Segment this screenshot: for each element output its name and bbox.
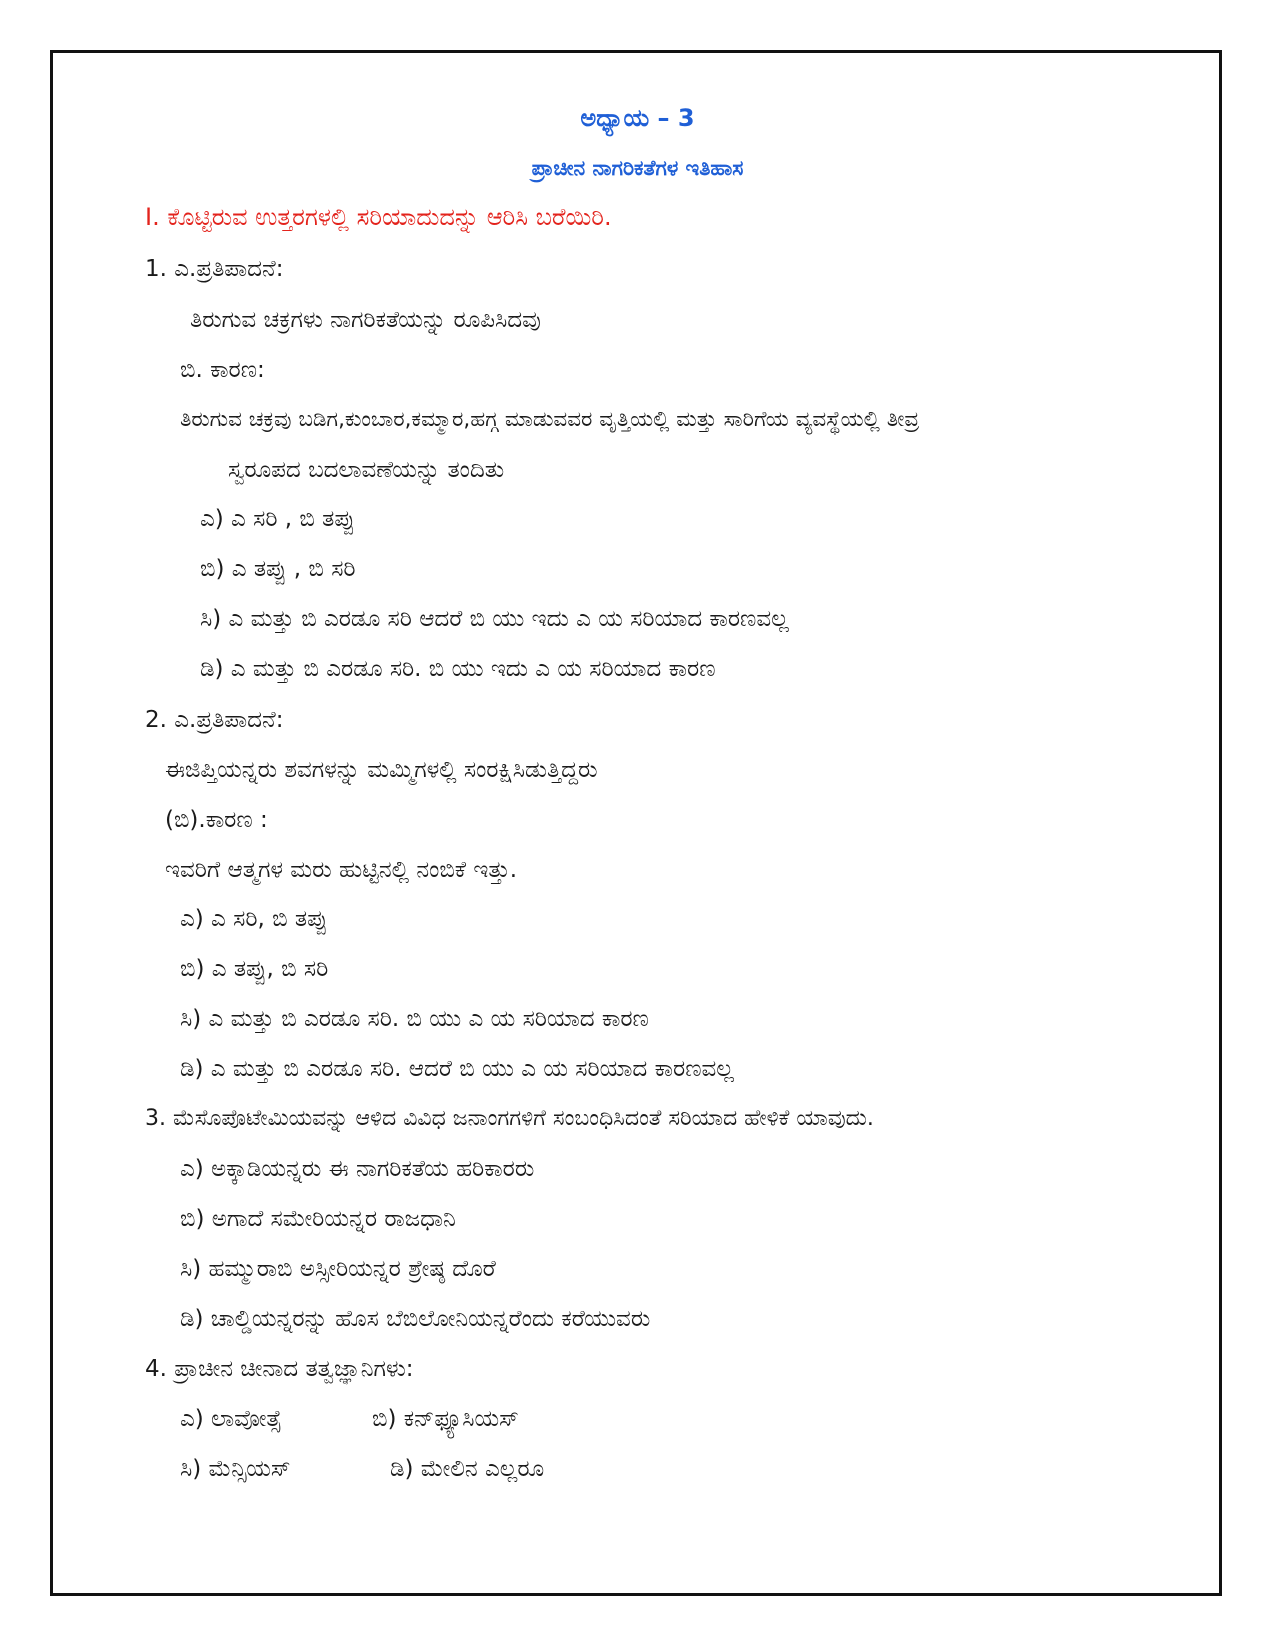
- q2-option-c: ಸಿ) ಎ ಮತ್ತು ಬಿ ಎರಡೂ ಸರಿ. ಬಿ ಯು ಎ ಯ ಸರಿಯಾದ ಕಾರಣ: [180, 1006, 649, 1032]
- q1-option-d: ಡಿ) ಎ ಮತ್ತು ಬಿ ಎರಡೂ ಸರಿ. ಬಿ ಯು ಇದು ಎ ಯ ಸರಿಯಾದ ಕಾರಣ: [200, 656, 716, 682]
- q2-reason: ಇವರಿಗೆ ಆತ್ಮಗಳ ಮರು ಹುಟ್ಟಿನಲ್ಲಿ ನಂಬಿಕೆ ಇತ್ತು.: [165, 857, 518, 883]
- instruction: I. ಕೊಟ್ಟಿರುವ ಉತ್ತರಗಳಲ್ಲಿ ಸರಿಯಾದುದನ್ನು ಆರಿಸಿ ಬರೆಯಿರಿ.: [145, 203, 612, 231]
- q2-option-b: ಬಿ) ಎ ತಪ್ಪು, ಬಿ ಸರಿ: [180, 956, 329, 982]
- q1-head: 1. ಎ.ಪ್ರತಿಪಾದನೆ:: [145, 256, 284, 282]
- q4-option-a: ಎ) ಲಾವೋತ್ಸೆ: [180, 1406, 282, 1432]
- q2-option-d: ಡಿ) ಎ ಮತ್ತು ಬಿ ಎರಡೂ ಸರಿ. ಆದರೆ ಬಿ ಯು ಎ ಯ ಸರಿಯಾದ ಕಾರಣವಲ್ಲ: [180, 1056, 734, 1082]
- q1-option-b: ಬಿ) ಎ ತಪ್ಪು , ಬಿ ಸರಿ: [200, 556, 356, 582]
- q3-option-d: ಡಿ) ಚಾಲ್ಡಿಯನ್ನರನ್ನು ಹೊಸ ಬೆಬಿಲೋನಿಯನ್ನರೆಂದು ಕರೆಯುವರು: [180, 1306, 651, 1332]
- chapter-title: ಪ್ರಾಚೀನ ನಾಗರಿಕತೆಗಳ ಇತಿಹಾಸ: [531, 156, 744, 180]
- q3-option-a: ಎ) ಅಕ್ಕಾಡಿಯನ್ನರು ಈ ನಾಗರಿಕತೆಯ ಹರಿಕಾರರು: [180, 1156, 535, 1182]
- q3-option-b: ಬಿ) ಅಗಾದೆ ಸಮೇರಿಯನ್ನರ ರಾಜಧಾನಿ: [180, 1206, 456, 1232]
- q4-option-d: ಡಿ) ಮೇಲಿನ ಎಲ್ಲರೂ: [390, 1456, 545, 1482]
- q1-option-c: ಸಿ) ಎ ಮತ್ತು ಬಿ ಎರಡೂ ಸರಿ ಆದರೆ ಬಿ ಯು ಇದು ಎ ಯ ಸರಿಯಾದ ಕಾರಣವಲ್ಲ: [200, 606, 789, 632]
- q1-option-a: ಎ) ಎ ಸರಿ , ಬಿ ತಪ್ಪು: [200, 506, 355, 532]
- q4-option-c: ಸಿ) ಮೆನ್ಸಿಯಸ್: [180, 1456, 291, 1482]
- q3-head: 3. ಮೆಸೊಪೊಟೇಮಿಯವನ್ನು ಆಳಿದ ವಿವಿಧ ಜನಾಂಗಗಳಿಗೆ ಸಂಬಂಧಿಸಿದಂತೆ ಸರಿಯಾದ ಹೇಳಿಕೆ ಯಾವುದು.: [145, 1106, 874, 1131]
- q1-reason-line2: ಸ್ವರೂಪದ ಬದಲಾವಣೆಯನ್ನು ತಂದಿತು: [228, 457, 505, 483]
- q2-head: 2. ಎ.ಪ್ರತಿಪಾದನೆ:: [145, 707, 284, 733]
- q1-assertion: ತಿರುಗುವ ಚಕ್ರಗಳು ನಾಗರಿಕತೆಯನ್ನು ರೂಪಿಸಿದವು: [190, 307, 541, 333]
- q1-reason-line1: ತಿರುಗುವ ಚಕ್ರವು ಬಡಿಗ,ಕುಂಬಾರ,ಕಮ್ಮಾರ,ಹಗ್ಗ ಮಾಡುವವರ ವೃತ್ತಿಯಲ್ಲಿ ಮತ್ತು ಸಾರಿಗೆಯ ವ್ಯವಸ್ಥೆಯಲ್ಲಿ ತೀವ್ರ: [180, 407, 920, 432]
- q4-option-b: ಬಿ) ಕನ್‌ಫ್ಯೂಸಿಯಸ್: [372, 1406, 519, 1432]
- q1-reason-label: ಬಿ. ಕಾರಣ:: [180, 357, 265, 383]
- q2-option-a: ಎ) ಎ ಸರಿ, ಬಿ ತಪ್ಪು: [180, 906, 328, 932]
- chapter-heading: ಅಧ್ಯಾಯ – 3: [580, 104, 695, 132]
- q3-option-c: ಸಿ) ಹಮ್ಮುರಾಬಿ ಅಸ್ಸೀರಿಯನ್ನರ ಶ್ರೇಷ್ಠ ದೊರೆ: [180, 1256, 496, 1282]
- q2-assertion: ಈಜಿಪ್ತಿಯನ್ನರು ಶವಗಳನ್ನು ಮಮ್ಮಿಗಳಲ್ಲಿ ಸಂರಕ್ಷಿಸಿಡುತ್ತಿದ್ದರು: [165, 757, 598, 783]
- q4-head: 4. ಪ್ರಾಚೀನ ಚೀನಾದ ತತ್ವಜ್ಞಾನಿಗಳು:: [145, 1356, 414, 1382]
- q2-reason-label: (ಬಿ).ಕಾರಣ :: [165, 807, 268, 833]
